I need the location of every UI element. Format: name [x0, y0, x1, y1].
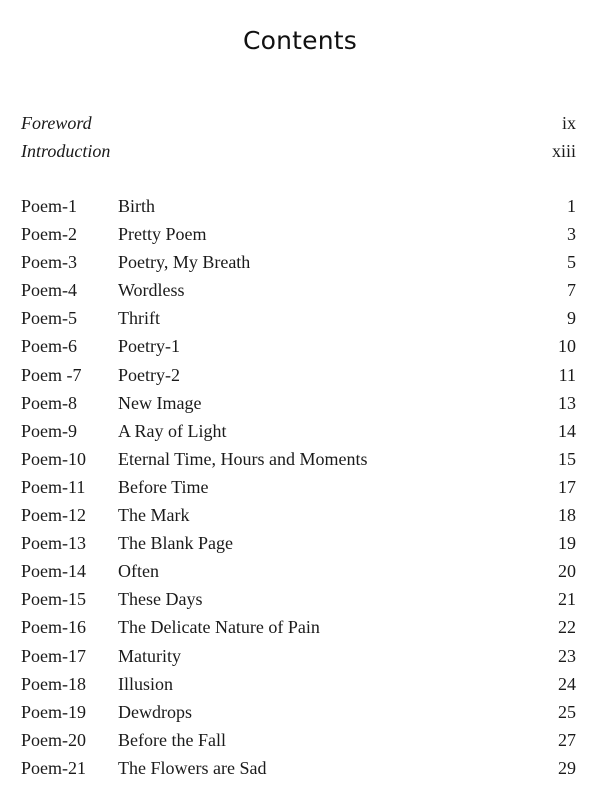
toc-entry[interactable]	[21, 646, 576, 674]
toc-entry[interactable]	[21, 308, 576, 336]
poem-title: Before the Fall	[118, 729, 226, 750]
poem-page-number: 10	[558, 336, 576, 357]
poem-list	[21, 196, 576, 786]
front-matter-entry-foreword[interactable]	[21, 113, 576, 141]
poem-number: Poem-4	[21, 280, 77, 301]
poem-number: Poem-15	[21, 589, 86, 610]
toc-entry[interactable]	[21, 617, 576, 645]
poem-page-number: 22	[558, 617, 576, 638]
poem-page-number: 1	[567, 196, 576, 216]
toc-entry[interactable]	[21, 589, 576, 617]
poem-number: Poem-10	[21, 448, 86, 469]
poem-page-number: 21	[558, 589, 576, 610]
entry-page-number: ix	[561, 113, 576, 133]
poem-page-number: 20	[558, 561, 576, 582]
poem-title: Before Time	[118, 476, 209, 497]
poem-page-number: 5	[567, 252, 576, 273]
toc-entry[interactable]	[21, 505, 576, 533]
toc-entry[interactable]	[21, 421, 576, 449]
poem-page-number: 25	[558, 701, 576, 722]
poem-page-number: 7	[567, 280, 576, 301]
poem-number: Poem-19	[21, 701, 86, 722]
poem-number: Poem-16	[21, 617, 86, 638]
poem-page-number: 24	[558, 673, 576, 694]
poem-number: Poem-2	[21, 224, 77, 245]
poem-page-number: 14	[558, 420, 576, 441]
poem-number: Poem-21	[21, 757, 86, 778]
poem-number: Poem-9	[21, 420, 77, 441]
toc-entry[interactable]	[21, 252, 576, 280]
poem-number: Poem-12	[21, 505, 86, 526]
poem-page-number: 9	[567, 308, 576, 329]
poem-title: Thrift	[118, 308, 160, 329]
poem-page-number: 3	[567, 224, 576, 245]
entry-page-number: xiii	[551, 141, 576, 161]
poem-number: Poem-5	[21, 308, 77, 329]
poem-number: Poem-18	[21, 673, 86, 694]
poem-title: Pretty Poem	[118, 224, 207, 245]
front-matter-entry-introduction[interactable]	[21, 141, 576, 169]
poem-number: Poem-14	[21, 561, 86, 582]
toc-entry[interactable]	[21, 449, 576, 477]
poem-title: New Image	[118, 392, 202, 413]
poem-page-number: 11	[558, 364, 576, 385]
entry-title: Foreword	[21, 113, 92, 133]
poem-number: Poem-11	[21, 476, 86, 497]
poem-number: Poem -7	[21, 364, 82, 385]
toc-entry[interactable]	[21, 533, 576, 561]
toc-entry[interactable]	[21, 336, 576, 364]
poem-title: These Days	[118, 589, 203, 610]
toc-entry[interactable]	[21, 393, 576, 421]
page-title: Contents	[242, 26, 358, 55]
poem-page-number: 19	[558, 533, 576, 554]
poem-page-number: 15	[558, 448, 576, 469]
poem-title: Eternal Time, Hours and Moments	[118, 448, 368, 469]
toc-entry[interactable]	[21, 224, 576, 252]
poem-title: Wordless	[118, 280, 185, 301]
poem-title: Birth	[118, 196, 156, 216]
poem-page-number: 23	[558, 645, 576, 666]
toc-entry[interactable]	[21, 758, 576, 786]
poem-page-number: 17	[558, 476, 576, 497]
toc-entry[interactable]	[21, 477, 576, 505]
front-matter-list	[21, 113, 576, 169]
poem-page-number: 27	[558, 729, 576, 750]
toc-entry[interactable]	[21, 730, 576, 758]
toc-entry[interactable]	[21, 365, 576, 393]
poem-number: Poem-1	[21, 196, 77, 216]
poem-title: Poetry, My Breath	[118, 252, 251, 273]
toc-entry[interactable]	[21, 674, 576, 702]
poem-title: Often	[118, 561, 159, 582]
entry-title: Introduction	[21, 141, 111, 161]
toc-entry[interactable]	[21, 280, 576, 308]
poem-title: A Ray of Light	[118, 420, 227, 441]
poem-title: Poetry-1	[118, 336, 180, 357]
poem-number: Poem-3	[21, 252, 77, 273]
poem-title: Illusion	[118, 673, 174, 694]
poem-number: Poem-13	[21, 533, 86, 554]
toc-entry[interactable]	[21, 196, 576, 224]
toc-entry[interactable]	[21, 702, 576, 730]
poem-title: Poetry-2	[118, 364, 180, 385]
poem-title: The Delicate Nature of Pain	[118, 617, 320, 638]
poem-page-number: 18	[558, 505, 576, 526]
poem-page-number: 29	[558, 757, 576, 778]
poem-number: Poem-6	[21, 336, 77, 357]
poem-title: The Mark	[118, 505, 190, 526]
poem-number: Poem-20	[21, 729, 86, 750]
poem-title: The Blank Page	[118, 533, 233, 554]
poem-number: Poem-17	[21, 645, 86, 666]
poem-page-number: 13	[558, 392, 576, 413]
poem-title: Maturity	[118, 645, 181, 666]
poem-title: Dewdrops	[118, 701, 192, 722]
poem-number: Poem-8	[21, 392, 77, 413]
poem-title: The Flowers are Sad	[118, 757, 267, 778]
toc-entry[interactable]	[21, 561, 576, 589]
